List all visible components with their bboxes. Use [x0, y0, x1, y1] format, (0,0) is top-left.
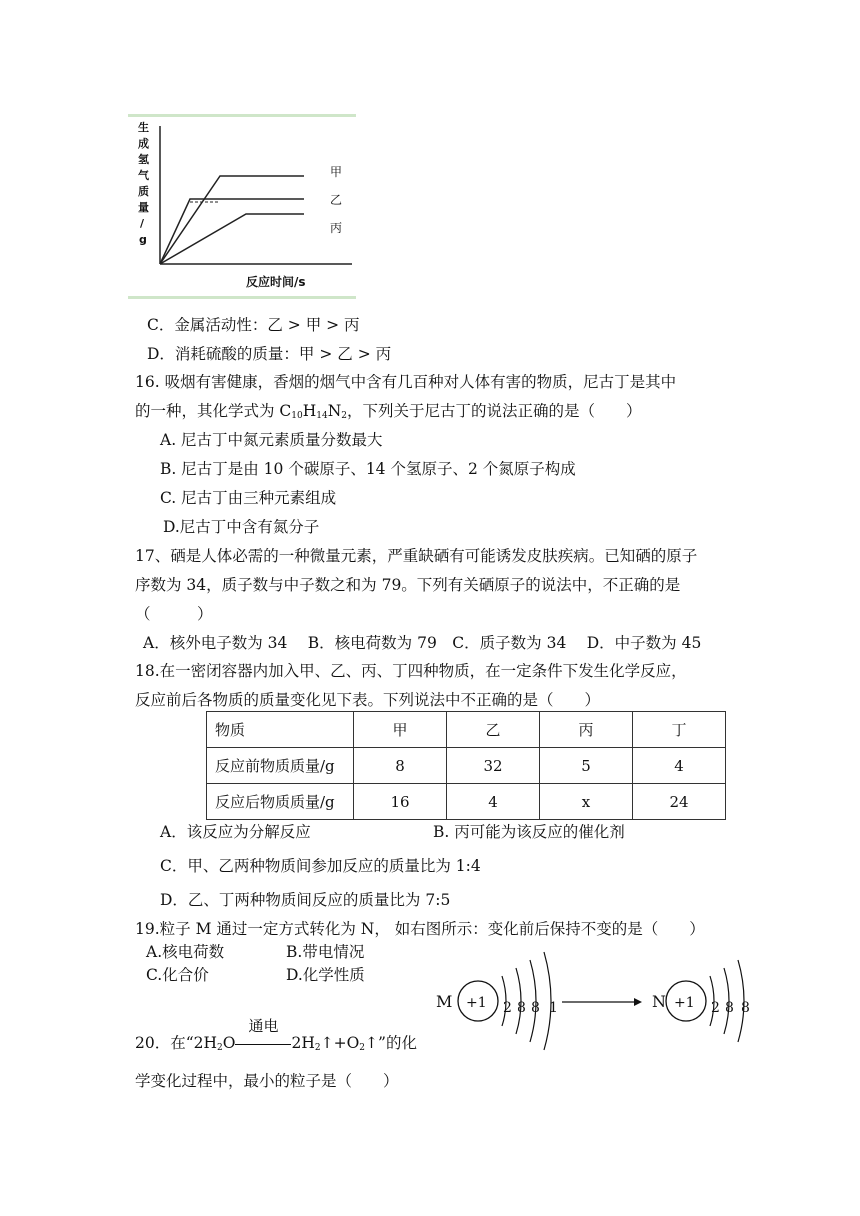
- m-shell-count: 8: [517, 1000, 526, 1016]
- y-label-char: 氢: [138, 153, 149, 166]
- chart-bottom-band: [128, 296, 356, 299]
- q17-stem-line2: 序数为 34，质子数与中子数之和为 79。下列有关硒原子的说法中，不正确的是: [135, 576, 681, 594]
- y-label-char: 质: [138, 185, 149, 198]
- y-label-char: g: [139, 233, 147, 246]
- y-label-char: 生: [138, 121, 149, 134]
- q18-stem-line1: 18.在一密闭容器内加入甲、乙、丙、丁四种物质，在一定条件下发生化学反应，: [135, 662, 687, 680]
- q20-text: O: [222, 1034, 236, 1052]
- table-header-cell: 丙: [540, 712, 633, 748]
- y-label-char: 量: [138, 201, 149, 214]
- particle-n-label: N: [652, 992, 666, 1011]
- y-label-char: 成: [138, 137, 149, 150]
- q19-option-a: A.核电荷数: [146, 943, 225, 961]
- q20-text: 2H: [291, 1034, 315, 1052]
- series-line-bing: [160, 214, 304, 264]
- series-label-bing: 丙: [330, 221, 343, 235]
- table-cell: 反应前物质质量/g: [207, 748, 354, 784]
- particle-m-label: M: [436, 992, 453, 1011]
- q18-option-a: A．该反应为分解反应: [160, 823, 311, 841]
- table-cell: 4: [447, 784, 540, 820]
- q16-sub-c: 10: [291, 411, 303, 421]
- q16-sub-n: 2: [341, 411, 348, 421]
- table-header-cell: 丁: [633, 712, 726, 748]
- table-cell: 16: [354, 784, 447, 820]
- m-shell-count: 1: [549, 1000, 558, 1016]
- q20-text: ↑”的化: [365, 1034, 417, 1052]
- table-cell: 反应后物质质量/g: [207, 784, 354, 820]
- series-label-yi: 乙: [330, 193, 343, 207]
- arrow-head-icon: [634, 998, 642, 1006]
- q18-option-d: D．乙、丁两种物质间反应的质量比为 7:5: [160, 891, 451, 909]
- m-shell-count: 2: [503, 1000, 512, 1016]
- table-cell: x: [540, 784, 633, 820]
- y-label-char: /: [140, 217, 145, 230]
- q15-option-d: D．消耗硫酸的质量：甲 > 乙 > 丙: [147, 345, 392, 363]
- q16-stem-tail: ，下列关于尼古丁的说法正确的是（ ）: [347, 402, 642, 420]
- q15-option-c: C．金属活动性：乙 > 甲 > 丙: [147, 316, 360, 334]
- q16-stem-line2: [135, 400, 642, 427]
- q16-stem-line1: 16. 吸烟有害健康，香烟的烟气中含有几百种对人体有害的物质，尼古丁是其中: [135, 373, 677, 391]
- table-row: [207, 748, 726, 784]
- series-label-jia: 甲: [330, 165, 343, 179]
- q20-equals-bar: [235, 1044, 291, 1045]
- q20-sub: 2: [217, 1043, 223, 1053]
- q19-option-d: D.化学性质: [286, 966, 365, 984]
- q16-sub-h: 14: [316, 411, 328, 421]
- q16-option-d: D.尼古丁中含有氮分子: [163, 518, 320, 536]
- chart-top-band: [128, 114, 356, 117]
- table-row: [207, 784, 726, 820]
- atom-structure-diagram: [430, 948, 760, 1058]
- q18-option-b: B. 丙可能为该反应的催化剂: [433, 823, 625, 841]
- table-header-row: [207, 712, 726, 748]
- q20-condition-text: 通电: [248, 1017, 279, 1035]
- q19-option-c: C.化合价: [146, 966, 209, 984]
- q17-options: A．核外电子数为 34 B．核电荷数为 79 C．质子数为 34 D．中子数为 45: [143, 634, 702, 652]
- q16-formula-prefix: 的一种，其化学式为 C: [135, 402, 292, 420]
- table-cell: 32: [447, 748, 540, 784]
- q17-stem-line3: （ ）: [135, 605, 213, 623]
- table-cell: 5: [540, 748, 633, 784]
- table-cell: 4: [633, 748, 726, 784]
- q20-sub: 2: [359, 1043, 366, 1053]
- y-label-char: 气: [138, 169, 149, 182]
- q16-formula-n: N: [327, 402, 342, 420]
- q19-option-b: B.带电情况: [286, 943, 365, 961]
- q20-text: ↑+O: [320, 1034, 360, 1052]
- q18-option-c: C．甲、乙两种物质间参加反应的质量比为 1:4: [160, 857, 481, 875]
- n-shell-count: 2: [711, 1000, 720, 1016]
- q19-stem: 19.粒子 M 通过一定方式转化为 N， 如右图所示：变化前后保持不变的是（ ）: [135, 920, 705, 938]
- q16-option-c: C. 尼古丁由三种元素组成: [160, 489, 337, 507]
- table-cell: 24: [633, 784, 726, 820]
- q20-sub: 2: [314, 1043, 321, 1053]
- q16-formula-h: H: [302, 402, 317, 420]
- n-nucleus-charge: +1: [674, 995, 695, 1011]
- q16-option-a: A. 尼古丁中氮元素质量分数最大: [160, 431, 383, 449]
- m-shell-count: 8: [531, 1000, 540, 1016]
- q20-stem-line1: [135, 1017, 417, 1059]
- q20-stem-line2: 学变化过程中，最小的粒子是（ ）: [135, 1072, 399, 1090]
- table-header-cell: 乙: [447, 712, 540, 748]
- table-cell: 8: [354, 748, 447, 784]
- mass-table: [206, 711, 726, 820]
- q18-stem-line2: 反应前后各物质的质量变化见下表。下列说法中不正确的是（ ）: [135, 691, 601, 709]
- table-header-cell: 物质: [207, 712, 354, 748]
- m-nucleus-charge: +1: [466, 995, 487, 1011]
- table-header-cell: 甲: [354, 712, 447, 748]
- q20-reaction-condition: [235, 1017, 291, 1054]
- q16-option-b: B. 尼古丁是由 10 个碳原子、14 个氢原子、2 个氮原子构成: [160, 460, 576, 478]
- n-shell-count: 8: [741, 1000, 750, 1016]
- x-axis-label: 反应时间/s: [246, 275, 306, 289]
- q17-stem-line1: 17、硒是人体必需的一种微量元素，严重缺硒有可能诱发皮肤疾病。已知硒的原子: [135, 547, 698, 565]
- n-shell-count: 8: [725, 1000, 734, 1016]
- q20-text: 20．在“2H: [135, 1034, 218, 1052]
- hydrogen-mass-chart: [128, 114, 356, 300]
